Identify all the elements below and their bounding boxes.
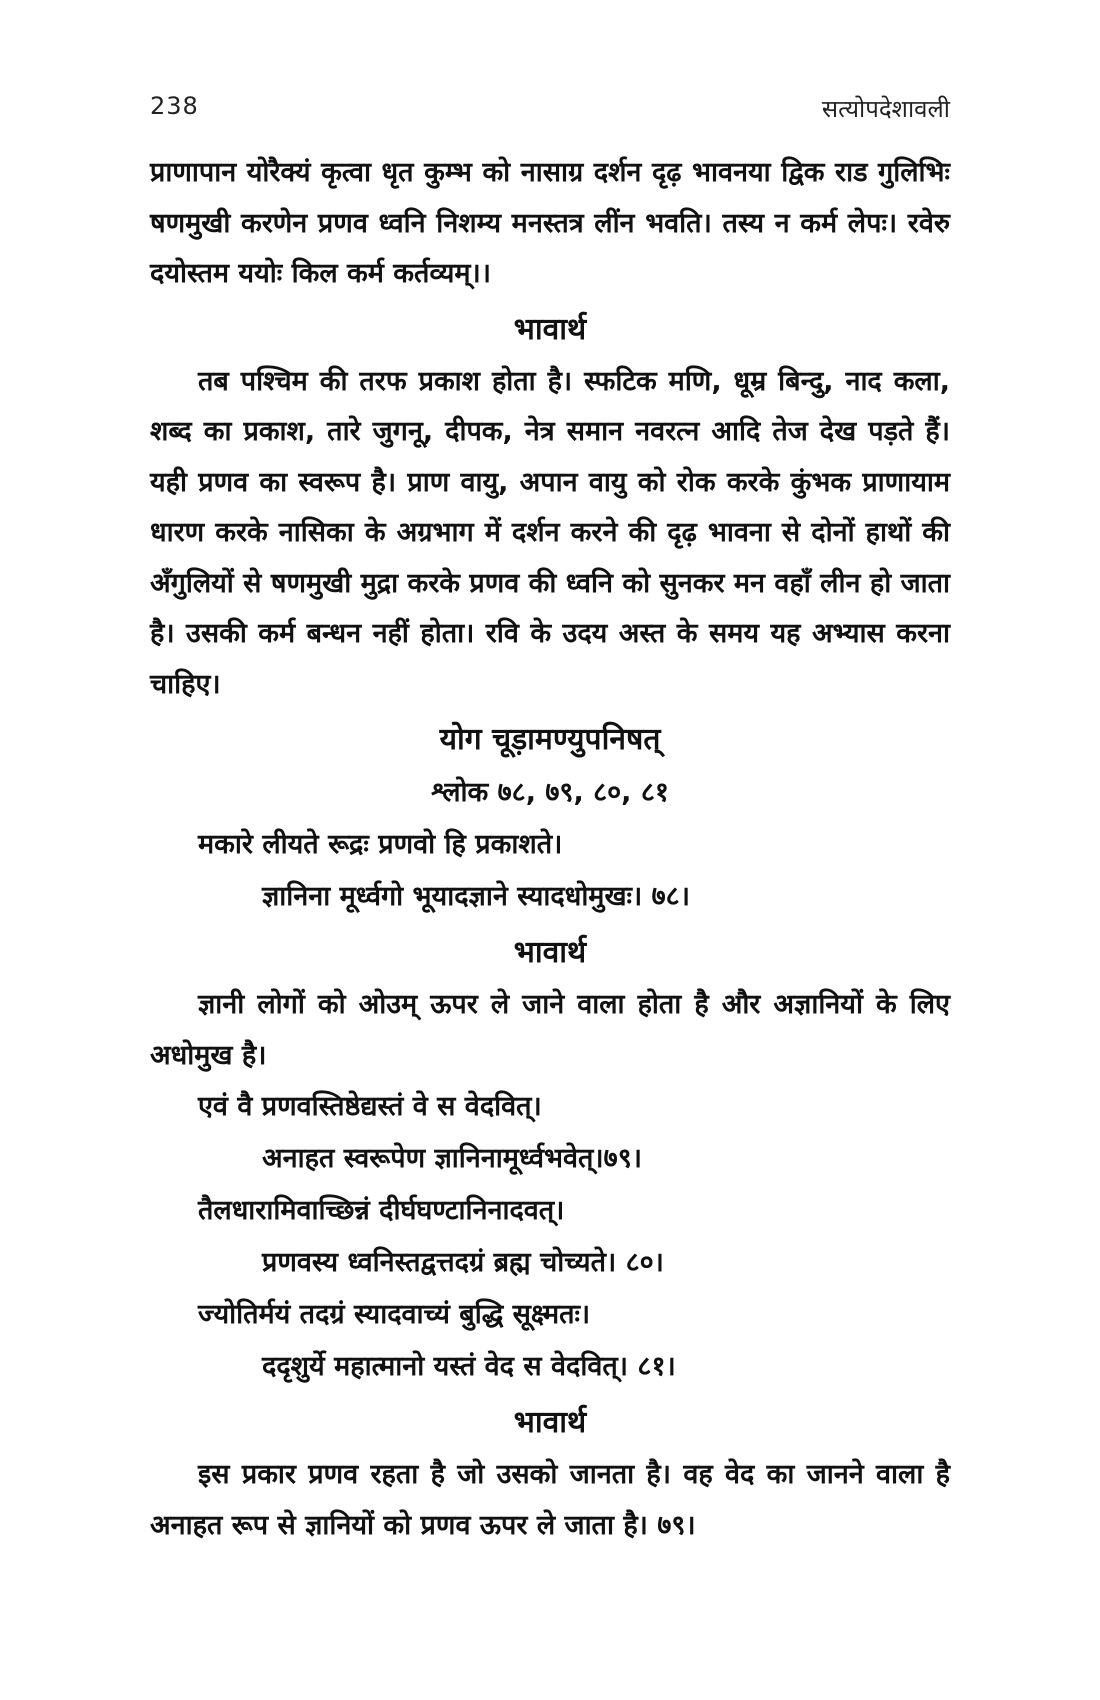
verse-78-line-2: ज्ञानिना मूर्ध्वगो भूयादज्ञाने स्यादधोमुखः। ७८। (262, 881, 690, 912)
verse-81-line-2: ददृशुर्ये महात्मानो यस्तं वेद स वेदवित्। ८१। (262, 1351, 676, 1382)
upanishad-title: योग चूड़ामण्युपनिषत् (439, 722, 661, 757)
section-heading-bhavarth-1: भावार्थ (513, 311, 587, 347)
verse-79-line-2: अनाहत स्वरूपेण ज्ञानिनामूर्ध्वभवेत्।७९। (262, 1143, 642, 1174)
verse-80-line-2: प्रणवस्य ध्वनिस्तद्वत्तदग्रं ब्रह्म चोच्यते। ८०। (262, 1247, 664, 1278)
meaning-paragraph-3: इस प्रकार प्रणव रहता है जो उसको जानता है। वह वेद का जानने वाला है अनाहत रूप से ज्ञानियों को प्रणव ऊपर ले जाता है। ७९। (150, 1459, 950, 1541)
page-number: 238 (150, 92, 199, 120)
sanskrit-intro-paragraph: प्राणापान योरैक्यं कृत्वा धृत कुम्भ को नासाग्र दर्शन दृढ़ भावनया द्विक राड गुलिभिः षणमुखी करणेन प्रणव ध्वनि निशम्य मनस्तत्र लींन भवति। तस्य न कर्म लेपः। रवेरु दयोस्तम ययोः किल कर्म कर्तव्यम्।। (150, 157, 950, 289)
verse-80-line-1: तैलधारामिवाच्छिन्नं दीर्घघण्टानिनादवत्। (198, 1195, 565, 1226)
page-body (150, 148, 950, 1551)
shloka-reference: श्लोक ७८, ७९, ८०, ८१ (431, 777, 669, 808)
section-heading-bhavarth-2: भावार्थ (513, 935, 587, 970)
meaning-paragraph-1: तब पश्चिम की तरफ प्रकाश होता है। स्फटिक मणि, धूम्र बिन्दु, नाद कला, शब्द का प्रकाश, तारे जुगनू, दीपक, नेत्र समान नवरत्न आदि तेज देख पड़ते हैं। यही प्रणव का स्वरूप है। प्राण वायु, अपान वायु को रोक करके कुंभक प्राणायाम धारण करके नासिका के अग्रभाग में दर्शन करने की दृढ़ भावना से दोनों हाथों की अँगुलियों से षणमुखी मुद्रा करके प्रणव की ध्वनि को सुनकर मन वहाँ लीन हो जाता है। उसकी कर्म बन्धन नहीं होता। रवि के उदय अस्त के समय यह अभ्यास करना चाहिए। (150, 365, 950, 700)
section-heading-bhavarth-3: भावार्थ (513, 1405, 587, 1440)
running-title: सत्योपदेशावली (821, 95, 950, 123)
page-header (150, 92, 950, 132)
verse-79-line-1: एवं वै प्रणवस्तिष्ठेद्यस्तं वे स वेदवित्। (198, 1091, 542, 1122)
verse-78-line-1: मकारे लीयते रूद्रः प्रणवो हि प्रकाशते। (198, 829, 563, 860)
meaning-paragraph-2: ज्ञानी लोगों को ओउम् ऊपर ले जाने वाला होता है और अज्ञानियों के लिए अधोमुख है। (150, 989, 950, 1071)
verse-81-line-1: ज्योतिर्मयं तदग्रं स्यादवाच्यं बुद्धि सूक्ष्मतः। (198, 1299, 591, 1330)
